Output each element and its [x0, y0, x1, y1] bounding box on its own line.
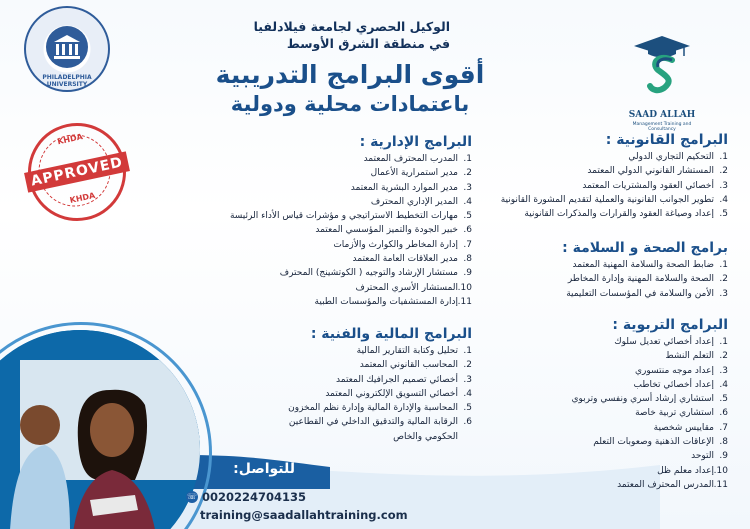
- item-text: مهارات التخطيط الاستراتيجي و مؤشرات قياس الأداء الرئيسة: [229, 211, 458, 222]
- list-item: [478, 364, 728, 378]
- item-number: 5.: [463, 211, 472, 222]
- list-item: [182, 401, 472, 415]
- item-number: 2.: [463, 168, 472, 179]
- item-text: تحليل وكتابة التقارير المالية: [356, 346, 458, 356]
- admin-programs-list: [182, 152, 472, 309]
- item-number: 1.: [463, 154, 472, 164]
- item-number: 11.: [457, 296, 472, 307]
- safety-programs-section: [478, 238, 728, 301]
- list-item: [182, 295, 472, 309]
- item-number: 6.: [719, 408, 728, 419]
- list-item: [182, 266, 472, 280]
- item-text: مدير استمرارية الأعمال: [370, 168, 458, 179]
- admin-programs-section: [182, 132, 472, 309]
- legal-programs-heading: البرامج القانونية :: [605, 132, 728, 148]
- finance-programs-section: [182, 324, 472, 444]
- item-number: 7.: [463, 239, 472, 250]
- brand-s-icon: [644, 54, 680, 94]
- item-number: 3.: [719, 180, 728, 191]
- education-programs-list: [478, 335, 728, 492]
- item-number: 1.: [719, 152, 728, 162]
- item-text: التعلم النشط: [665, 351, 714, 362]
- list-item: [478, 207, 728, 221]
- finance-programs-heading: البرامج المالية والفنية :: [310, 326, 472, 342]
- contact-heading: للتواصل:: [233, 461, 295, 477]
- item-text: إدارة المستشفيات والمؤسسات الطبية: [314, 296, 458, 307]
- khda-approved-stamp: [19, 114, 135, 230]
- item-text: إعداد معلم ظل: [657, 465, 714, 476]
- list-item: [478, 272, 728, 286]
- legal-programs-section: [478, 130, 728, 221]
- item-text: الأمن والسلامة في المؤسسات التعليمية: [566, 288, 714, 299]
- list-item: [182, 358, 472, 372]
- contact-phone-row: [186, 491, 198, 503]
- admin-programs-heading: البرامج الإدارية :: [359, 134, 472, 150]
- list-item: [478, 287, 728, 301]
- brand-name: SAAD ALLAH: [628, 110, 696, 120]
- list-item: [478, 179, 728, 193]
- item-text: إعداد موجه منتسوري: [634, 365, 714, 376]
- item-text: المدير الإداري المحترف: [370, 196, 458, 207]
- brand-tagline: Management Training and Consultancy: [632, 122, 692, 132]
- list-item: [478, 478, 728, 492]
- list-item: [182, 209, 472, 223]
- list-item: [478, 193, 728, 207]
- item-text: إعداد أخصائي تعديل سلوك: [614, 337, 714, 347]
- item-number: 11.: [713, 479, 728, 490]
- item-text: المستشار الأسري المحترف: [355, 282, 458, 293]
- item-number: 2.: [719, 166, 728, 177]
- university-logo: [24, 6, 110, 92]
- item-number: 1.: [463, 346, 472, 356]
- item-number: 5.: [463, 403, 472, 414]
- item-number: 1.: [719, 260, 728, 270]
- list-item: [182, 281, 472, 295]
- item-number: 9.: [719, 451, 728, 462]
- stamp-approved-text: APPROVED: [24, 151, 130, 192]
- item-number: 5.: [719, 209, 728, 220]
- item-number: 2.: [719, 274, 728, 285]
- list-item: [182, 223, 472, 237]
- list-item: [478, 421, 728, 435]
- list-item: [478, 335, 728, 349]
- list-item: [182, 344, 472, 358]
- item-number: 4.: [719, 379, 728, 390]
- safety-programs-heading: برامج الصحة و السلامة :: [562, 240, 728, 256]
- item-text: إعداد أخصائي تخاطب: [633, 379, 714, 390]
- item-number: 8.: [719, 437, 728, 448]
- finance-programs-list: [182, 344, 472, 444]
- list-item: [478, 164, 728, 178]
- item-text: أخصائي تصميم الجرافيك المعتمد: [336, 374, 458, 385]
- list-item: [478, 435, 728, 449]
- list-item: [478, 392, 728, 406]
- list-item: [478, 349, 728, 363]
- item-text: أخصائي التسويق الإلكتروني المعتمد: [325, 388, 458, 399]
- item-text: المدرب المحترف المعتمد: [363, 154, 458, 164]
- education-programs-section: [478, 315, 728, 492]
- item-number: 5.: [719, 394, 728, 405]
- list-item: [182, 166, 472, 180]
- item-text: خبير الجودة والتميز المؤسسي المعتمد: [315, 225, 458, 236]
- list-item: [182, 181, 472, 195]
- list-item: [182, 387, 472, 401]
- item-text: استشاري إرشاد أسري ونفسي وتربوي: [571, 394, 714, 405]
- item-text: مدير الموارد البشرية المعتمد: [350, 182, 458, 193]
- phone-icon: ☏: [186, 492, 197, 501]
- item-text: مقاييس شخصية: [653, 422, 714, 433]
- item-text: ضابط الصحة والسلامة المهنية المعتمد: [572, 260, 714, 270]
- item-text: الإعاقات الذهنية وصعوبات التعلم: [593, 437, 714, 448]
- education-programs-heading: البرامج التربوية :: [612, 317, 728, 333]
- item-text: تطوير الجوانب القانونية والعملية لتقديم المشورة القانونية: [500, 194, 714, 205]
- list-item: [478, 258, 728, 272]
- item-number: 3.: [463, 374, 472, 385]
- university-logo-text: PHILADELPHIA UNIVERSITY: [42, 74, 92, 88]
- item-text: الحكومي والخاص: [393, 431, 458, 442]
- item-text: إعداد وصياغة العقود والقرارات والمذكرات القانونية: [524, 209, 714, 220]
- item-number: 2.: [719, 351, 728, 362]
- main-subtitle: باعتمادات محلية ودولية: [230, 92, 470, 116]
- list-item: [182, 252, 472, 266]
- item-number: 4.: [719, 194, 728, 205]
- item-number: 7.: [719, 422, 728, 433]
- agent-line-1: الوكيل الحصري لجامعة فيلادلفيا: [253, 19, 450, 34]
- item-number: 2.: [463, 360, 472, 371]
- item-text: التحكيم التجاري الدولي: [628, 152, 714, 162]
- university-crest-icon: [46, 26, 88, 68]
- item-number: 4.: [463, 388, 472, 399]
- item-number: 6.: [463, 225, 472, 236]
- item-text: التوحد: [691, 451, 714, 462]
- agent-line-2: في منطقة الشرق الأوسط: [286, 36, 450, 51]
- list-item: [182, 415, 472, 429]
- exclusive-agent-note: [200, 18, 450, 52]
- stamp-bottom-text: KHDA: [68, 190, 97, 205]
- item-text: الرقابة المالية والتدقيق الداخلي في القطاعين: [288, 417, 458, 428]
- list-item: [182, 373, 472, 387]
- item-text: المحاسب القانوني المعتمد: [359, 360, 458, 371]
- item-number: 9.: [463, 268, 472, 279]
- item-number: 10.: [713, 465, 728, 476]
- stamp-top-text: KHDA: [56, 132, 84, 147]
- contact-email[interactable]: training@saadallahtraining.com: [200, 508, 408, 522]
- item-text: أخصائي العقود والمشتريات المعتمد: [582, 180, 714, 191]
- contact-phone[interactable]: 0020224704135: [202, 490, 307, 504]
- list-item: [182, 238, 472, 252]
- item-text: استشاري تربية خاصة: [635, 408, 714, 419]
- safety-programs-list: [478, 258, 728, 301]
- list-item: [478, 150, 728, 164]
- item-number: 3.: [719, 288, 728, 299]
- list-item: [478, 378, 728, 392]
- item-text: الصحة والسلامة المهنية وإدارة المخاطر: [567, 274, 714, 285]
- list-item: [182, 152, 472, 166]
- item-number: 8.: [463, 254, 472, 265]
- item-number: 6.: [463, 417, 472, 428]
- item-number: 4.: [463, 196, 472, 207]
- list-item: [478, 406, 728, 420]
- list-item: [478, 464, 728, 478]
- list-item: [182, 430, 472, 444]
- item-text: المحاسبة والإدارة المالية وإدارة نظم المخزون: [288, 403, 458, 414]
- item-text: المدرس المحترف المعتمد: [617, 479, 714, 490]
- item-number: 3.: [719, 365, 728, 376]
- item-text: مدير العلاقات العامة المعتمد: [352, 254, 458, 265]
- item-text: إدارة المخاطر والكوارث والأزمات: [333, 239, 458, 250]
- item-number: 3.: [463, 182, 472, 193]
- item-text: المستشار القانوني الدولي المعتمد: [587, 166, 714, 177]
- item-number: 10.: [457, 282, 472, 293]
- list-item: [182, 195, 472, 209]
- item-number: 1.: [719, 337, 728, 347]
- main-title: أقوى البرامج التدريبية: [215, 60, 485, 89]
- list-item: [478, 449, 728, 463]
- legal-programs-list: [478, 150, 728, 221]
- item-text: مستشار الإرشاد والتوجيه ( الكوتشينج) المحترف: [279, 268, 458, 279]
